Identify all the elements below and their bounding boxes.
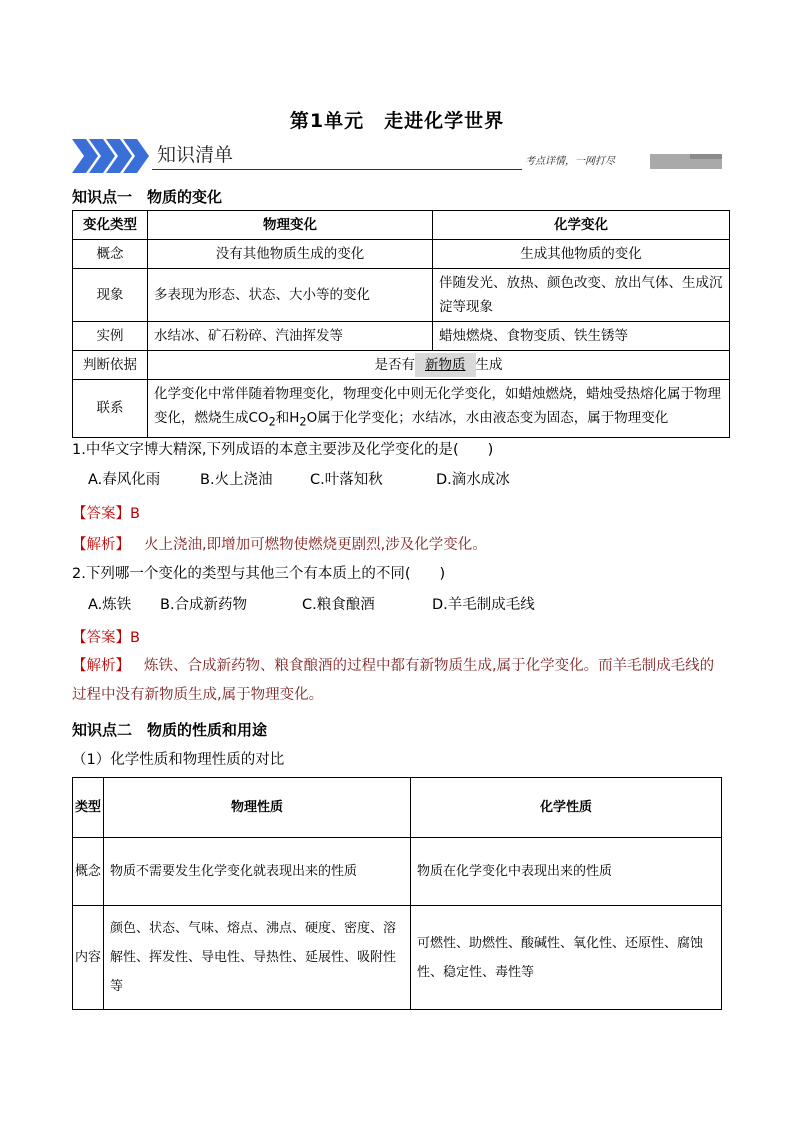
header-cell: 化学变化 bbox=[433, 211, 730, 240]
row-label: 内容 bbox=[73, 906, 104, 1010]
phys-cell: 多表现为形态、状态、大小等的变化 bbox=[148, 269, 433, 322]
section-banner bbox=[72, 135, 722, 175]
table-header-row bbox=[73, 211, 730, 240]
phys-cell: 水结冰、矿石粉碎、汽油挥发等 bbox=[148, 322, 433, 351]
chem-cell: 蜡烛燃烧、食物变质、铁生锈等 bbox=[433, 322, 730, 351]
answer-label: 【答案】 bbox=[72, 630, 130, 646]
explain-text: 炼铁、合成新药物、粮食酿酒的过程中都有新物质生成,属于化学变化。而羊毛制成毛线的过程中没有新物质生成,属于物理变化。 bbox=[72, 658, 715, 703]
link-text: O属于化学变化；水结冰，水由液态变为固态，属于物理变化 bbox=[306, 410, 669, 426]
explain-label: 【解析】 bbox=[72, 537, 130, 553]
k2-heading: 知识点二 物质的性质和用途 bbox=[72, 721, 268, 739]
chevron-arrows-icon bbox=[72, 139, 150, 173]
row-label: 现象 bbox=[73, 269, 148, 322]
basis-post: 生成 bbox=[475, 357, 503, 373]
table-header-row bbox=[73, 778, 722, 838]
q1-option-b: B.火上浇油 bbox=[200, 472, 273, 488]
row-label: 概念 bbox=[73, 240, 148, 269]
table-row bbox=[73, 838, 722, 906]
q1-explain bbox=[72, 533, 487, 554]
table-row bbox=[73, 380, 730, 438]
chem-cell: 物质在化学变化中表现出来的性质 bbox=[411, 838, 722, 906]
answer-value: B bbox=[130, 506, 140, 522]
q1-answer bbox=[72, 502, 140, 523]
answer-label: 【答案】 bbox=[72, 506, 130, 522]
basis-blank: 新物质 bbox=[415, 353, 476, 377]
q2-answer bbox=[72, 626, 140, 647]
row-label: 概念 bbox=[73, 838, 104, 906]
header-cell: 物理性质 bbox=[104, 778, 411, 838]
link-text: 和H bbox=[275, 410, 300, 426]
header-cell: 变化类型 bbox=[73, 211, 148, 240]
answer-value: B bbox=[130, 630, 140, 646]
basis-cell bbox=[148, 351, 730, 380]
q2-explain bbox=[72, 652, 724, 710]
q1-option-a: A.春风化雨 bbox=[88, 472, 161, 488]
link-cell bbox=[148, 380, 730, 438]
q2-stem: 2.下列哪一个变化的类型与其他三个有本质上的不同( ) bbox=[72, 566, 446, 582]
banner-bar-accent bbox=[690, 154, 722, 159]
header-cell: 类型 bbox=[73, 778, 104, 838]
page-title: 第1单元 走进化学世界 bbox=[289, 110, 505, 132]
header-cell: 化学性质 bbox=[411, 778, 722, 838]
row-label: 判断依据 bbox=[73, 351, 148, 380]
q1-option-c: C.叶落知秋 bbox=[310, 472, 383, 488]
q1-option-d: D.滴水成冰 bbox=[436, 472, 510, 488]
link-text: 化学变化中常伴随着物理变化，物理变化中则无化学变化，如蜡烛燃烧，蜡烛受热熔化属于物理变化，燃烧生成CO bbox=[154, 386, 721, 426]
explain-label: 【解析】 bbox=[72, 658, 130, 674]
table-row bbox=[73, 322, 730, 351]
q2-option-d: D.羊毛制成毛线 bbox=[432, 597, 535, 613]
chem-cell: 伴随发光、放热、颜色改变、放出气体、生成沉淀等现象 bbox=[433, 269, 730, 322]
change-table bbox=[72, 210, 730, 438]
property-table bbox=[72, 777, 722, 1010]
banner-underline bbox=[152, 169, 522, 170]
table-row bbox=[73, 351, 730, 380]
chem-cell: 可燃性、助燃性、酸碱性、氧化性、还原性、腐蚀性、稳定性、毒性等 bbox=[411, 906, 722, 1010]
explain-text: 火上浇油,即增加可燃物使燃烧更剧烈,涉及化学变化。 bbox=[144, 537, 487, 553]
q2-option-c: C.粮食酿酒 bbox=[302, 597, 375, 613]
basis-pre: 是否有 bbox=[374, 357, 415, 373]
banner-tagline: 考点详情，一网打尽 bbox=[525, 156, 615, 167]
phys-cell: 没有其他物质生成的变化 bbox=[148, 240, 433, 269]
k2-subheading: （1）化学性质和物理性质的对比 bbox=[72, 752, 285, 768]
chem-cell: 生成其他物质的变化 bbox=[433, 240, 730, 269]
table-row bbox=[73, 269, 730, 322]
phys-cell: 颜色、状态、气味、熔点、沸点、硬度、密度、溶解性、挥发性、导电性、导热性、延展性、吸附性等 bbox=[104, 906, 411, 1010]
q2-option-a: A.炼铁 bbox=[88, 597, 132, 613]
row-label: 实例 bbox=[73, 322, 148, 351]
q1-stem: 1.中华文字博大精深,下列成语的本意主要涉及化学变化的是( ) bbox=[72, 442, 494, 458]
row-label: 联系 bbox=[73, 380, 148, 438]
link-sub: 2 bbox=[299, 415, 307, 429]
phys-cell: 物质不需要发生化学变化就表现出来的性质 bbox=[104, 838, 411, 906]
header-cell: 物理变化 bbox=[148, 211, 433, 240]
table-row bbox=[73, 906, 722, 1010]
link-sub: 2 bbox=[268, 415, 276, 429]
banner-label: 知识清单 bbox=[157, 144, 234, 166]
q2-option-b: B.合成新药物 bbox=[160, 597, 248, 613]
k1-heading: 知识点一 物质的变化 bbox=[72, 188, 223, 206]
table-row bbox=[73, 240, 730, 269]
